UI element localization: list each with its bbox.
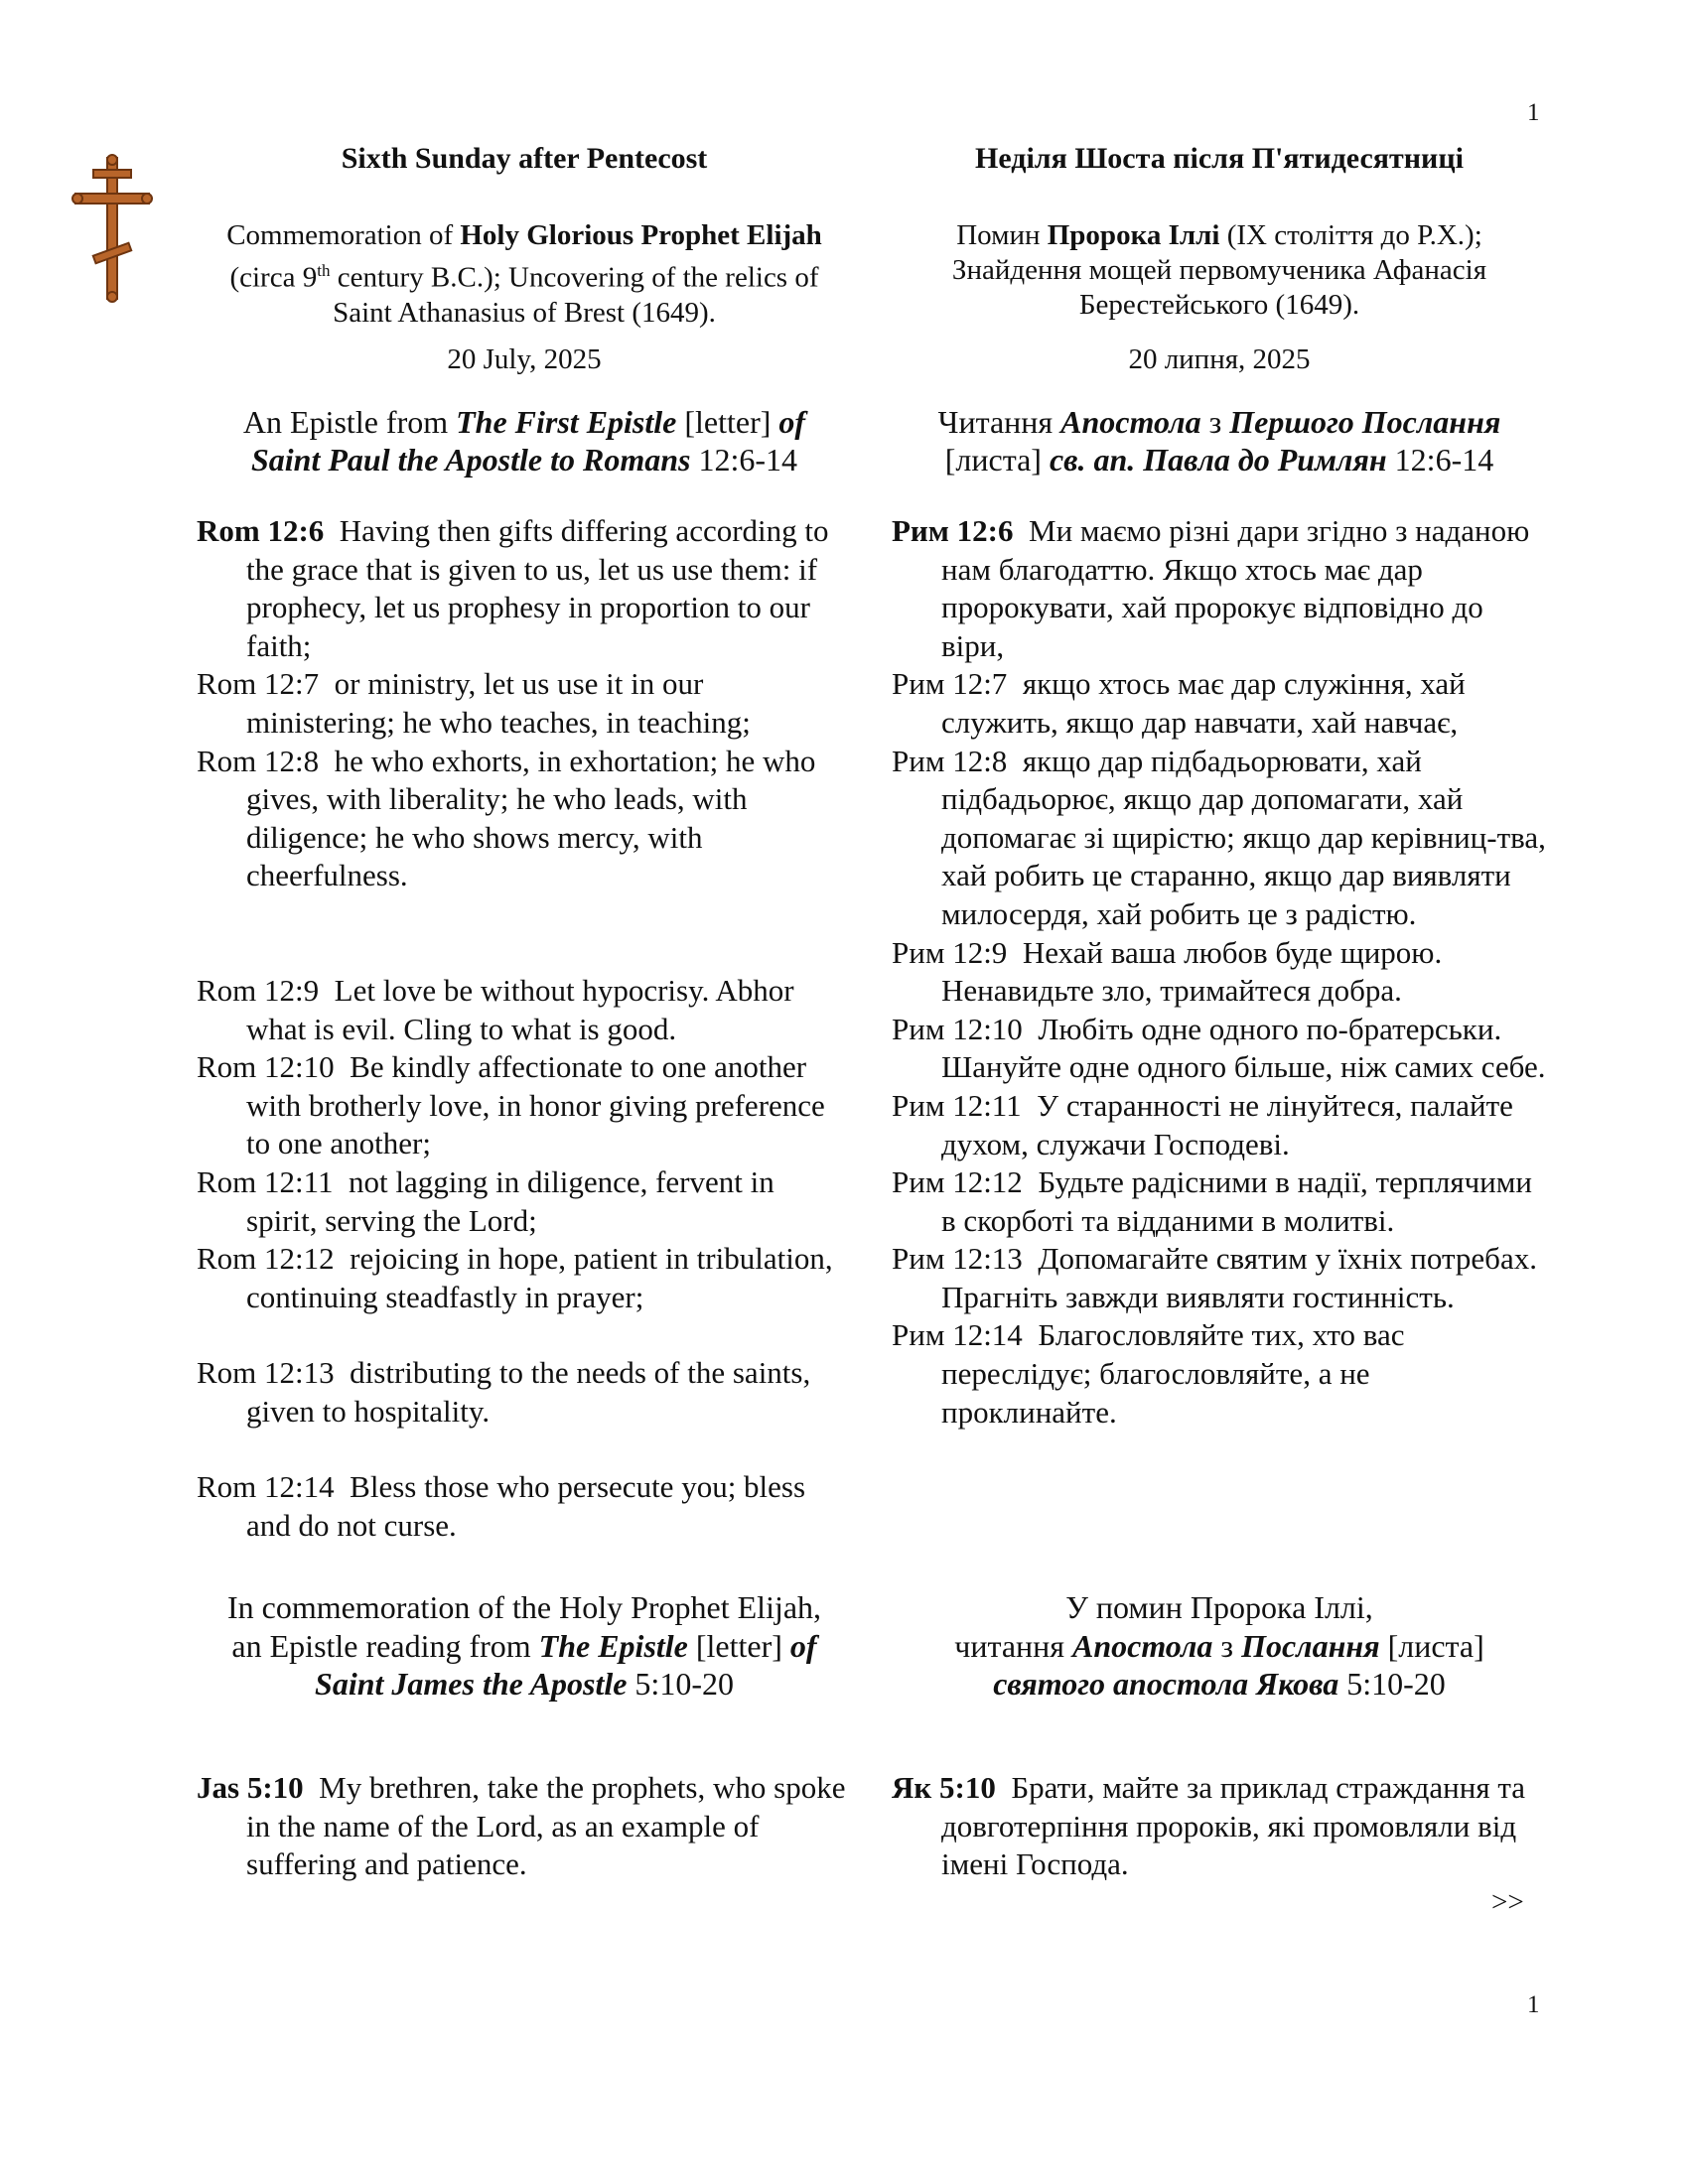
english-date: 20 July, 2025 <box>447 343 602 375</box>
verse: Rom 12:7 or ministry, let us use it in our ministering; he who teaches, in teaching; <box>197 666 751 740</box>
continue-marker: >> <box>1491 1886 1524 1918</box>
verse: Rom 12:6 Having then gifts differing according to the grace that is given to us, let us use them: if prophecy, let us prophesy in proportion to our faith; <box>197 513 829 663</box>
verse: Rom 12:12 rejoicing in hope, patient in tribulation, continuing steadfastly in prayer; <box>197 1241 833 1314</box>
english-verses <box>197 512 852 1546</box>
verse: Rom 12:11 not lagging in diligence, fervent in spirit, serving the Lord; <box>197 1163 774 1238</box>
english-second-heading: In commemoration of the Holy Prophet Elijah, an Epistle reading from The Epistle [letter] of Saint James the Apostle 5:10-20 <box>226 1589 822 1703</box>
ukrainian-title: Неділя Шоста після П'ятидесятниці <box>975 142 1464 175</box>
english-second-verses <box>197 1769 852 1884</box>
verse: Рим 12:14 Благословляйте тих, хто вас переслідує; благословляйте, а не проклинайте. <box>892 1317 1405 1430</box>
verse: Рим 12:13 Допомагайте святим у їхніх потребах. Прагніть завжди виявляти гостинність. <box>892 1241 1537 1314</box>
ukrainian-date: 20 липня, 2025 <box>1128 343 1311 375</box>
verse: Рим 12:11 У старанності не лінуйтеся, палайте духом, служачи Господеві. <box>892 1087 1513 1161</box>
verse: Рим 12:7 якщо хтось має дар служіння, хай служить, якщо дар навчати, хай навчає, <box>892 666 1466 740</box>
ukrainian-second-heading: У помин Пророка Іллі, читання Апостола з Послання [листа] святого апостола Якова 5:10-20 <box>954 1589 1484 1703</box>
verse: Як 5:10 Брати, майте за приклад страждання та довготерпіння пророків, які промовляли від імені Господа. <box>892 1770 1526 1882</box>
page-number-bottom: 1 <box>1527 1991 1540 2018</box>
verse: Рим 12:9 Нехай ваша любов буде щирою. Ненавидьте зло, тримайтеся добра. <box>892 934 1443 1009</box>
ukrainian-commemoration: Помин Пророка Іллі (IX століття до Р.Х.); Знайдення мощей первомученика Афанасія Берестейського (1649). <box>951 219 1487 321</box>
verse: Jas 5:10 My brethren, take the prophets, who spoke in the name of the Lord, as an example of suffering and patience. <box>197 1770 846 1882</box>
verse: Rom 12:9 Let love be without hypocrisy. Abhor what is evil. Cling to what is good. <box>197 972 794 1046</box>
english-column <box>197 137 852 478</box>
verse: Rom 12:13 distributing to the needs of the saints, given to hospitality. <box>197 1355 811 1429</box>
ukrainian-second-verses <box>892 1769 1547 1884</box>
ukrainian-epistle-heading: Читання Апостола з Першого Послання [листа] св. ап. Павла до Римлян 12:6-14 <box>937 404 1501 478</box>
verse: Рим 12:6 Ми маємо різні дари згідно з наданою нам благодаттю. Якщо хтось має дар пророкувати, хай пророкує відповідно до віри, <box>892 513 1530 663</box>
verse: Рим 12:10 Любіть одне одного по-братерськи. Шануйте одне одного більше, ніж самих себе. <box>892 1011 1546 1085</box>
page-number-top: 1 <box>1527 99 1540 126</box>
verse: Rom 12:8 he who exhorts, in exhortation; he who gives, with liberality; he who leads, with diligence; he who shows mercy, with cheerfulness. <box>197 743 816 893</box>
english-epistle-heading: An Epistle from The First Epistle [letter] of Saint Paul the Apostle to Romans 12:6-14 <box>242 404 806 478</box>
verse: Rom 12:14 Bless those who persecute you; bless and do not curse. <box>197 1469 806 1544</box>
orthodox-cross-icon <box>71 154 153 303</box>
verse: Рим 12:8 якщо дар підбадьорювати, хай підбадьорює, якщо дар допомагати, хай допомагає зі щирістю; якщо дар керівниц-тва, хай робить це старанно, якщо дар виявляти милосердя, хай робить це з радістю. <box>892 743 1546 931</box>
ukrainian-verses <box>892 512 1547 1432</box>
english-title: Sixth Sunday after Pentecost <box>341 142 708 175</box>
ukrainian-column <box>892 137 1547 478</box>
verse: Рим 12:12 Будьте радісними в надії, терплячими в скорботі та відданими в молитві. <box>892 1164 1532 1238</box>
verse: Rom 12:10 Be kindly affectionate to one another with brotherly love, in honor giving preference to one another; <box>197 1049 825 1161</box>
english-commemoration: Commemoration of Holy Glorious Prophet Elijah (circa 9th century B.C.); Uncovering of the relics of Saint Athanasius of Brest (1649). <box>226 219 822 329</box>
